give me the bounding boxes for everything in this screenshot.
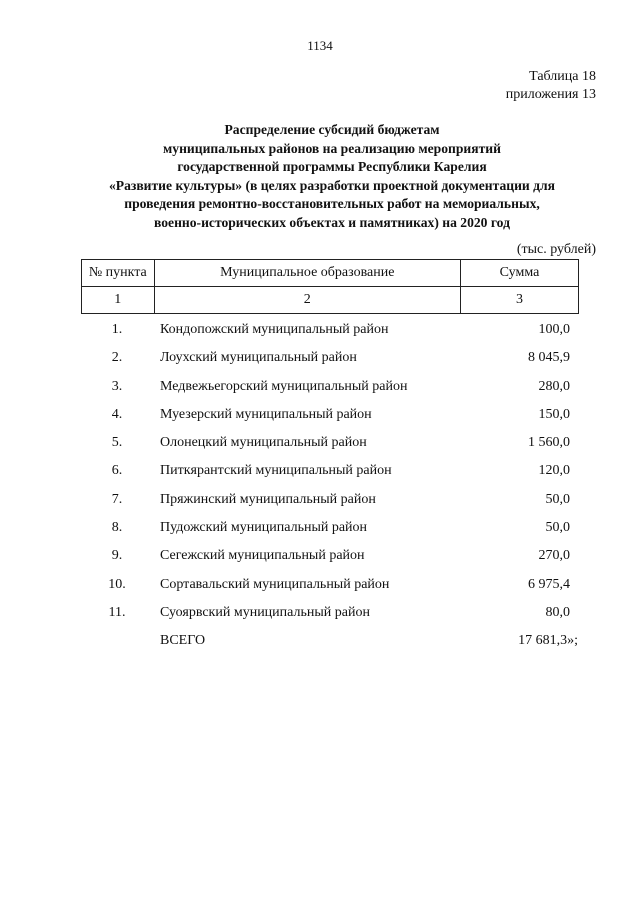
header-row [82, 260, 579, 287]
header-index-1: 1 [82, 287, 155, 314]
row-municipality: Сегежский муниципальный район [160, 548, 365, 564]
row-municipality: Сортавальский муниципальный район [160, 576, 390, 592]
table-row [0, 514, 640, 542]
table-header [81, 259, 579, 314]
row-amount: 120,0 [538, 463, 570, 479]
table-row [0, 373, 640, 401]
title-line: Распределение субсидий бюджетам [224, 122, 440, 137]
title-line: государственной программы Республики Карелия [177, 159, 487, 175]
row-amount: 6 975,4 [528, 576, 570, 592]
row-amount: 50,0 [545, 491, 570, 507]
table-row [0, 486, 640, 514]
table-reference-line-1: Таблица 18 [529, 69, 596, 84]
row-number: 5. [111, 435, 123, 451]
row-municipality: Муезерский муниципальный район [160, 406, 372, 422]
row-municipality: Пудожский муниципальный район [160, 520, 368, 536]
header-index-3: 3 [460, 287, 578, 314]
row-amount: 50,0 [545, 520, 570, 536]
row-amount: 270,0 [538, 548, 570, 564]
title-line: военно-исторических объектах и памятниках) на 2020 год [154, 214, 510, 230]
row-municipality: Питкярантский муниципальный район [160, 463, 392, 479]
title-line: «Развитие культуры» (в целях разработки проектной документации для [108, 177, 556, 193]
row-number: 11. [108, 604, 126, 620]
table-reference [506, 68, 596, 104]
header-col-municipality: Муниципальное образование [154, 260, 460, 287]
table-row [0, 457, 640, 485]
row-number: 10. [108, 576, 126, 592]
table-row [0, 542, 640, 570]
page-number: 1134 [307, 38, 333, 53]
row-municipality: Кондопожский муниципальный район [160, 322, 389, 337]
total-amount: 17 681,3»; [518, 633, 578, 649]
row-amount: 80,0 [545, 604, 570, 620]
header-index-2: 2 [154, 287, 460, 314]
row-amount: 150,0 [538, 406, 570, 422]
row-municipality: Медвежьегорский муниципальный район [160, 378, 408, 394]
row-amount: 100,0 [538, 322, 570, 337]
table-row [0, 571, 640, 599]
row-number: 8. [111, 520, 123, 536]
row-number: 9. [111, 548, 123, 564]
total-label: ВСЕГО [160, 633, 206, 649]
document-title [60, 121, 604, 233]
row-number: 6. [111, 463, 123, 479]
row-number: 3. [111, 378, 123, 394]
table-row [0, 599, 640, 627]
row-number: 1. [111, 322, 123, 337]
row-amount: 280,0 [538, 378, 570, 394]
row-municipality: Суоярвский муниципальный район [160, 604, 370, 620]
row-amount: 1 560,0 [528, 435, 570, 451]
table-row [0, 344, 640, 372]
row-number: 2. [111, 350, 123, 366]
table-reference-line-2: приложения 13 [505, 87, 596, 102]
header-col-number: № пункта [82, 260, 155, 287]
table-row [0, 429, 640, 457]
table-body [0, 316, 640, 656]
title-line: проведения ремонтно-восстановительных работ на мемориальных, [124, 196, 540, 212]
row-municipality: Пряжинский муниципальный район [160, 491, 376, 507]
total-row [0, 627, 640, 655]
title-line: муниципальных районов на реализацию мероприятий [163, 140, 501, 156]
header-index-row [82, 287, 579, 314]
row-number: 4. [111, 406, 123, 422]
row-number: 7. [111, 491, 123, 507]
table-row [0, 401, 640, 429]
header-col-amount: Сумма [460, 260, 578, 287]
table-row [0, 316, 640, 344]
units-note: (тыс. рублей) [516, 242, 596, 257]
row-municipality: Лоухский муниципальный район [160, 350, 357, 366]
row-amount: 8 045,9 [528, 350, 570, 366]
row-municipality: Олонецкий муниципальный район [160, 435, 367, 451]
